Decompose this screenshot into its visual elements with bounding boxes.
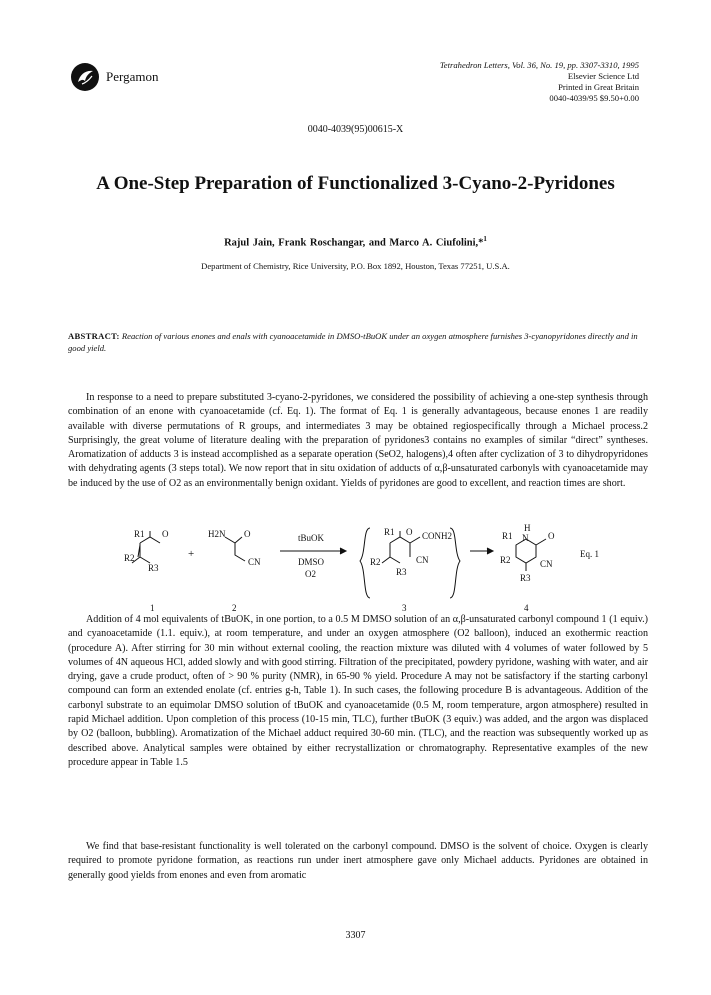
compound-number-3: 3 [402,603,407,613]
compound-number-2: 2 [232,603,237,613]
cmpd3-r3: R3 [396,567,407,577]
cmpd1-o: O [162,529,169,539]
cmpd4-o: O [548,531,555,541]
issn-price: 0040-4039/95 $9.50+0.00 [549,93,639,103]
paragraph-3 [68,840,648,883]
page-number: 3307 [345,930,366,941]
journal-info [440,60,639,104]
paragraph-2 [68,613,648,770]
copyright-line: Elsevier Science Ltd [567,71,639,81]
affiliation: Department of Chemistry, Rice University, P.O. Box 1892, Houston, Texas 77251, U.S.A. [201,261,510,271]
cmpd4-r3: R3 [520,573,531,583]
cmpd3-o: O [406,527,413,537]
paragraph-2-text: Addition of 4 mol equivalents of tBuOK, in one portion, to a 0.5 M DMSO solution of an α,β-unsaturated carbonyl compound 1 (1 equiv.) and cyanoacetamide (1.1. equiv.), at room temperature, and under an oxygen atmosphere (O2 balloon), induced an exothermic reaction (procedure A). After stirring for 30 min without external cooling, the reaction mixture was diluted with 4 volumes of water followed by 5 volumes of 4N aqueous HCl, added slowly and with good stirring. Filtration of the precipitated, powdery pyridone, washing with water, and air drying, gave a crude product, often of > 90 % purity (NMR), in 65-90 % yield. Procedure A may not be satisfactory if the starting carbonyl compound can form an extended enolate (cf. entries g-h, Table 1). In such cases, the following procedure B is advantageous. Addition of the carbonyl substrate to an equimolar DMSO solution of tBuOK and cyanoacetamide (0.5 M, room temperature, argon atmosphere) resulted in rapid Michael addition. Upon completion of this process (10-15 min, TLC), further tBuOK (3 equiv.) was added, and the argon was displaced by O2 (balloon, bubbling). Aromatization of the Michael adduct required 30-60 min. (TLC), and the reaction was subsequently worked up as described above. Analytical samples were obtained by either recrystallization or chromatography. Representative examples of the new procedure appear in Table 1.5 [68,614,648,768]
abstract-text: Reaction of various enones and enals with cyanoacetamide in DMSO-tBuOK under an oxygen atmosphere furnishes 3-cyanopyridones directly and in good yield. [68,331,638,353]
pergamon-logo-icon [70,62,100,92]
paragraph-1-text: In response to a need to prepare substituted 3-cyano-2-pyridones, we considered the possibility of achieving a one-step synthesis through combination of an enone with cyanoacetamide (cf. Eq. 1). The format of Eq. 1 is generally advantageous, because enones 1 are readily available with diverse permutations of R groups, and intermediates 3 may be obtained regiospecifically through a Michael process.2 Surprisingly, the great volume of literature dealing with the preparation of pyridones3 contains no examples of similar “direct” syntheses. Aromatization of adducts 3 is instead accomplished as a separate operation (SeO2, halogens),4 often after cyclization of 3 to dihydropyridones with dehydrating agents (3 steps total). We now report that in situ oxidation of adducts of α,β-unsaturated carbonyls with cyanoacetamide may be induced by the use of O2 as an environmentally benign oxidant. Yields of pyridones are good to excellent, and reaction times are short. [68,392,648,489]
cmpd1-r2: R2 [124,553,135,563]
reagent-dmso: DMSO [298,557,325,567]
cmpd4-cn: CN [540,559,553,569]
cmpd3-r1: R1 [384,527,395,537]
equation-label: Eq. 1 [580,549,599,559]
author-list: Rajul Jain, Frank Roschangar, and Marco A. Ciufolini,*$^1$ [224,235,487,249]
abstract [68,330,648,354]
printed-line: Printed in Great Britain [558,82,639,92]
paragraph-1 [68,391,648,491]
journal-citation: Tetrahedron Letters, Vol. 36, No. 19, pp. 3307-3310, 1995 [439,60,639,70]
cmpd1-r3: R3 [148,563,159,573]
publisher-name: Pergamon [106,69,159,84]
abstract-label: ABSTRACT: [68,331,120,341]
reagent-tbuok: tBuOK [298,533,325,543]
paper-title: A One-Step Preparation of Functionalized 3-Cyano-2-Pyridones [96,173,615,194]
cmpd3-cn: CN [416,555,429,565]
cmpd2-o: O [244,529,251,539]
cmpd4-r1: R1 [502,531,513,541]
cmpd1-r1: R1 [134,529,145,539]
cmpd4-r2: R2 [500,555,511,565]
pii-code: 0040-4039(95)00615-X [307,124,404,135]
reagent-o2: O2 [305,569,316,579]
cmpd3-conh2: CONH2 [422,531,453,541]
plus-sign: + [188,548,195,560]
cmpd3-r2: R2 [370,557,381,567]
paragraph-3-text: We find that base-resistant functionality is well tolerated on the carbonyl compound. DMSO is the solvent of choice. Oxygen is clearly required to promote pyridone formation, as reactions run under inert atmosphere gave only Michael adducts. Pyridones are obtained in generally good yields from enones and even from aromatic [68,841,648,881]
cmpd4-n: N [522,533,529,543]
reaction-scheme [120,523,640,618]
compound-number-4: 4 [524,603,529,613]
cmpd2-cn: CN [248,557,261,567]
cmpd4-h: H [524,523,531,533]
cmpd2-h2n: H2N [208,529,226,539]
compound-number-1: 1 [150,603,155,613]
